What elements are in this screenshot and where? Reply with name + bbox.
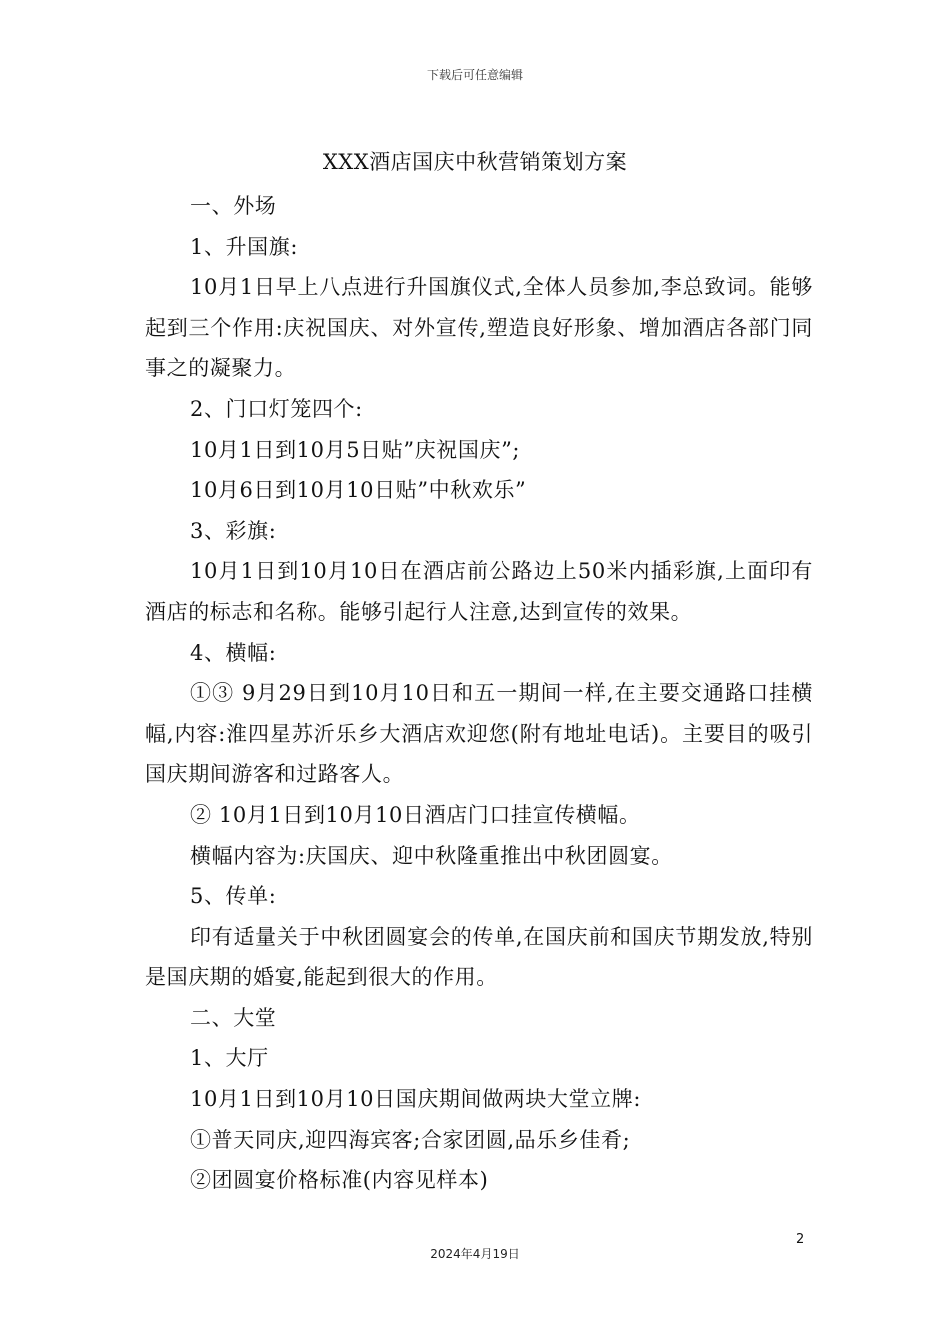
page-footer-date: 2024年4月19日 <box>430 1247 520 1261</box>
paragraph-banners-3: 横幅内容为:庆国庆、迎中秋隆重推出中秋团圆宴。 <box>190 843 673 868</box>
paragraph-flags: 10月1日到10月10日在酒店前公路边上50米内插彩旗,上面印有酒店的标志和名称。能够引起行人注意,达到宣传的效果。 <box>145 559 813 624</box>
section-heading-outdoor: 一、外场 <box>190 194 277 218</box>
document-title: XXX酒店国庆中秋营销策划方案 <box>322 150 628 174</box>
paragraph-banners-1: ①③ 9月29日到10月10日和五一期间一样,在主要交通路口挂横幅,内容:淮四星苏沂乐乡大酒店欢迎您(附有地址电话)。主要目的吸引国庆期间游客和过路客人。 <box>145 681 813 787</box>
subheading-flags: 3、彩旗: <box>190 518 277 543</box>
subheading-flyers: 5、传单: <box>190 884 277 909</box>
paragraph-hall-1: 10月1日到10月10日国庆期间做两块大堂立牌: <box>190 1087 641 1112</box>
paragraph-hall-3: ②团圆宴价格标准(内容见样本) <box>190 1168 489 1193</box>
paragraph-flyers: 印有适量关于中秋团圆宴会的传单,在国庆前和国庆节期发放,特别是国庆期的婚宴,能起到很大的作用。 <box>145 924 813 990</box>
paragraph-flag-raising: 10月1日早上八点进行升国旗仪式,全体人员参加,李总致词。能够起到三个作用:庆祝国庆、对外宣传,塑造良好形象、增加酒店各部门同事之的凝聚力。 <box>145 275 813 381</box>
subheading-flag-raising: 1、升国旗: <box>190 234 299 259</box>
page-header: 下载后可任意编辑 <box>426 68 523 82</box>
subheading-lanterns: 2、门口灯笼四个: <box>190 396 363 421</box>
section-heading-lobby: 二、大堂 <box>190 1005 277 1030</box>
paragraph-hall-2: ①普天同庆,迎四海宾客;合家团圆,品乐乡佳肴; <box>190 1127 631 1152</box>
subheading-banners: 4、横幅: <box>190 640 277 665</box>
page-number: 2 <box>796 1232 805 1247</box>
paragraph-lanterns-2: 10月6日到10月10日贴”中秋欢乐” <box>190 478 527 503</box>
paragraph-banners-2: ② 10月1日到10月10日酒店门口挂宣传横幅。 <box>190 802 641 827</box>
subheading-hall: 1、大厅 <box>190 1046 269 1071</box>
paragraph-lanterns-1: 10月1日到10月5日贴”庆祝国庆”; <box>190 437 521 462</box>
document-body <box>145 186 813 1201</box>
